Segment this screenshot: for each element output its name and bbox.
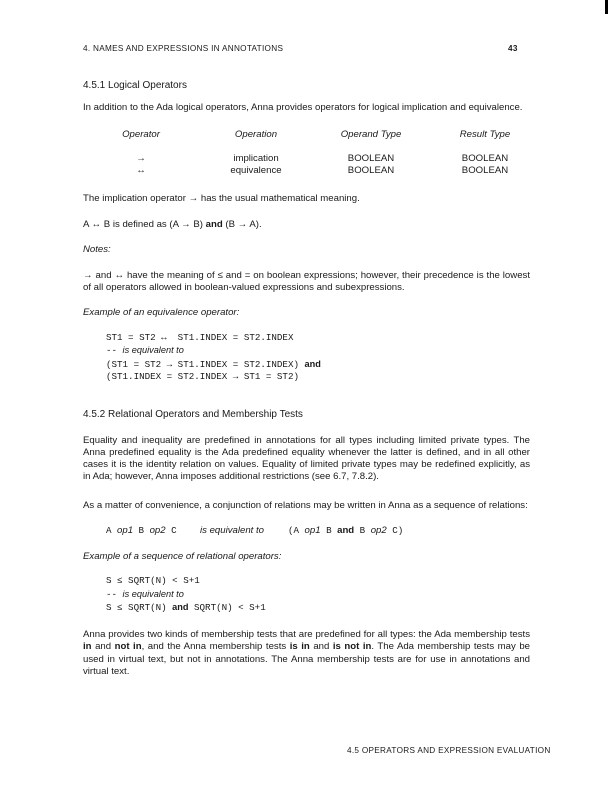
- op-text: op1: [304, 525, 321, 537]
- code-text: A: [106, 525, 118, 537]
- keyword: is in: [289, 641, 310, 653]
- code-line: [106, 601, 530, 615]
- arrow-symbol: →: [188, 192, 199, 204]
- equiv-text: is equivalent to: [200, 525, 264, 537]
- table-header: Result Type: [459, 128, 511, 140]
- keyword: is not in: [332, 641, 372, 653]
- code-line: [106, 588, 530, 602]
- code-text: B: [133, 525, 150, 537]
- keyword: not in: [114, 641, 142, 653]
- code-line: [106, 358, 530, 372]
- table-cell: BOOLEAN: [347, 164, 395, 176]
- text: . The Ada membership tests may be used in virtual text, but not in annotations. The Anna membership tests are for use in annotations and virtual text.: [83, 641, 530, 678]
- table-cell: BOOLEAN: [461, 164, 509, 176]
- code-example-equivalence: [106, 332, 530, 384]
- running-footer: 4.5 OPERATORS AND EXPRESSION EVALUATION: [347, 746, 551, 755]
- keyword: and: [304, 358, 321, 369]
- implication-sentence: [83, 193, 530, 205]
- equality-paragraph: Equality and inequality are predefined in annotations for all types including limited private types. The Anna predefined equality is the Ada predefined equality whenever the latter is defined, and in all other cases it is the identity relation on values. Equality of limited private types may be redefined explicitly, as in Ada; however, Anna imposes additional restrictions (see 6.7, 7.8.2).: [83, 434, 530, 483]
- code-line: ST1 = ST2 ↔ ST1.INDEX = ST2.INDEX: [106, 331, 294, 343]
- comment-text: is equivalent to: [122, 345, 184, 356]
- text: Anna provides two kinds of membership tests that are predefined for all types: the Ada membership tests: [83, 629, 530, 641]
- text: and: [309, 641, 333, 653]
- table-header: Operation: [234, 128, 278, 140]
- sequence-example: [106, 525, 530, 538]
- code-line: (ST1.INDEX = ST2.INDEX → ST1 = ST2): [106, 371, 299, 383]
- table-header: Operator: [122, 128, 160, 140]
- code-text: B: [354, 525, 371, 537]
- membership-paragraph: [83, 629, 530, 678]
- code-example-relational: [106, 575, 530, 615]
- section-heading-4-5-2: 4.5.2 Relational Operators and Membership Tests: [83, 408, 303, 420]
- table-cell: equivalence: [230, 164, 282, 176]
- example-label: Example of a sequence of relational operators:: [83, 551, 282, 563]
- code-text: SQRT(N) < S+1: [188, 602, 266, 614]
- keyword: and: [337, 525, 355, 537]
- scan-mark: [605, 0, 608, 14]
- code-text: (ST1 = ST2 → ST1.INDEX = ST2.INDEX): [106, 358, 305, 370]
- comment-text: is equivalent to: [122, 588, 184, 599]
- intro-paragraph: In addition to the Ada logical operators, Anna provides operators for logical implication and equivalence.: [83, 101, 523, 113]
- equivalence-definition: [83, 219, 530, 231]
- text: The implication operator: [83, 192, 189, 204]
- table-cell: ↔: [136, 164, 146, 176]
- keyword: and: [205, 218, 223, 230]
- section-heading-4-5-1: 4.5.1 Logical Operators: [83, 80, 187, 91]
- keyword: in: [83, 641, 92, 653]
- table-cell: BOOLEAN: [347, 152, 395, 164]
- code-text: S ≤ SQRT(N): [106, 602, 173, 614]
- running-header: 4. NAMES AND EXPRESSIONS IN ANNOTATIONS: [83, 44, 284, 53]
- code-line: [106, 344, 530, 358]
- notes-label: Notes:: [83, 243, 111, 255]
- op-text: op2: [149, 525, 166, 537]
- code-text: C): [386, 525, 404, 537]
- table-cell: BOOLEAN: [461, 152, 509, 164]
- code-text: (A: [288, 525, 305, 537]
- table-header: Operand Type: [340, 128, 402, 140]
- code-text: C: [165, 525, 177, 537]
- table-cell: implication: [233, 152, 279, 164]
- op-text: op1: [117, 525, 134, 537]
- example-label: Example of an equivalence operator:: [83, 306, 240, 318]
- text: and: [91, 641, 115, 653]
- code-line: S ≤ SQRT(N) < S+1: [106, 575, 200, 587]
- text: (B → A).: [222, 218, 262, 230]
- keyword: and: [172, 602, 189, 613]
- op-text: op2: [370, 525, 387, 537]
- comment-dash: --: [106, 345, 123, 357]
- table-cell: →: [136, 152, 146, 164]
- conjunction-paragraph: As a matter of convenience, a conjunction of relations may be written in Anna as a sequence of relations:: [83, 499, 528, 511]
- text: has the usual mathematical meaning.: [198, 192, 360, 204]
- comment-dash: --: [106, 588, 123, 600]
- operator-table: [83, 129, 530, 177]
- notes-paragraph: → and ↔ have the meaning of ≤ and = on boolean expressions; however, their precedence is the lowest of all operators allowed in boolean-valued expressions and subexpressions.: [83, 269, 530, 293]
- text: A ↔ B is defined as (A → B): [83, 218, 206, 230]
- page-number: 43: [508, 44, 518, 53]
- page-body: [83, 80, 530, 678]
- text: , and the Anna membership tests: [141, 641, 290, 653]
- code-text: B: [320, 525, 338, 537]
